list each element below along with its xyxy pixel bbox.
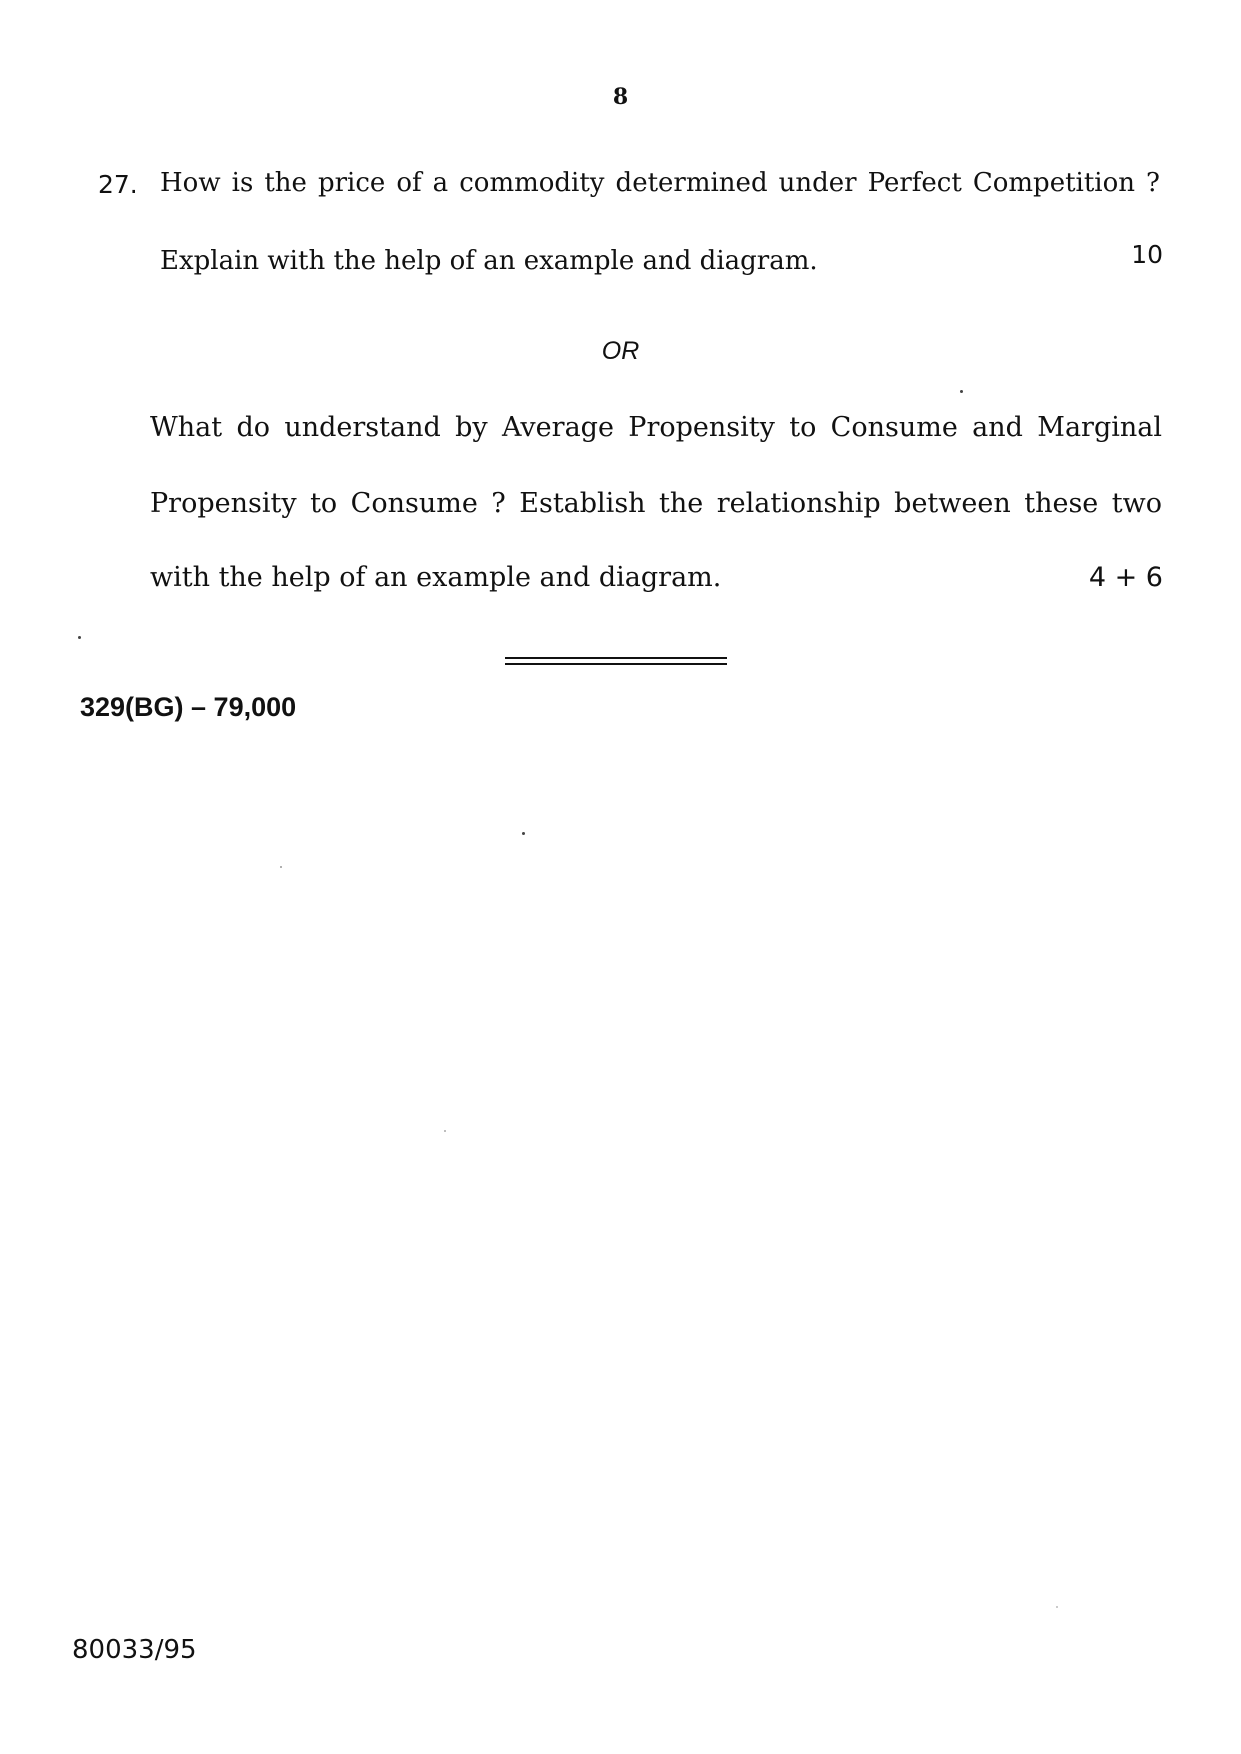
scan-speck — [444, 1130, 446, 1132]
alternative-question-line-3: with the help of an example and diagram. — [150, 562, 722, 593]
end-rule-lower-line — [505, 663, 727, 665]
scan-speck — [1056, 1606, 1058, 1608]
question-number: 27. — [98, 170, 138, 199]
alternative-question-line-2: Propensity to Consume ? Establish the relationship between these two — [150, 488, 1162, 519]
document-code: 80033/95 — [72, 1635, 197, 1665]
alternative-question-line-1: What do understand by Average Propensity to Consume and Marginal — [150, 412, 1162, 443]
page-number: 8 — [612, 84, 629, 110]
scan-speck — [522, 832, 525, 835]
scan-speck — [280, 866, 282, 868]
alternative-question-marks: 4 + 6 — [1088, 562, 1163, 593]
end-rule-upper-line — [505, 657, 727, 659]
question-marks: 10 — [1131, 240, 1163, 269]
question-text-line-2: Explain with the help of an example and diagram. — [160, 246, 818, 276]
print-code: 329(BG) – 79,000 — [80, 692, 297, 722]
or-separator: OR — [601, 337, 640, 365]
end-of-paper-rule — [505, 655, 727, 667]
scan-speck — [78, 636, 81, 639]
question-text-line-1: How is the price of a commodity determined under Perfect Competition ? — [160, 168, 1160, 198]
scan-speck — [960, 390, 963, 393]
